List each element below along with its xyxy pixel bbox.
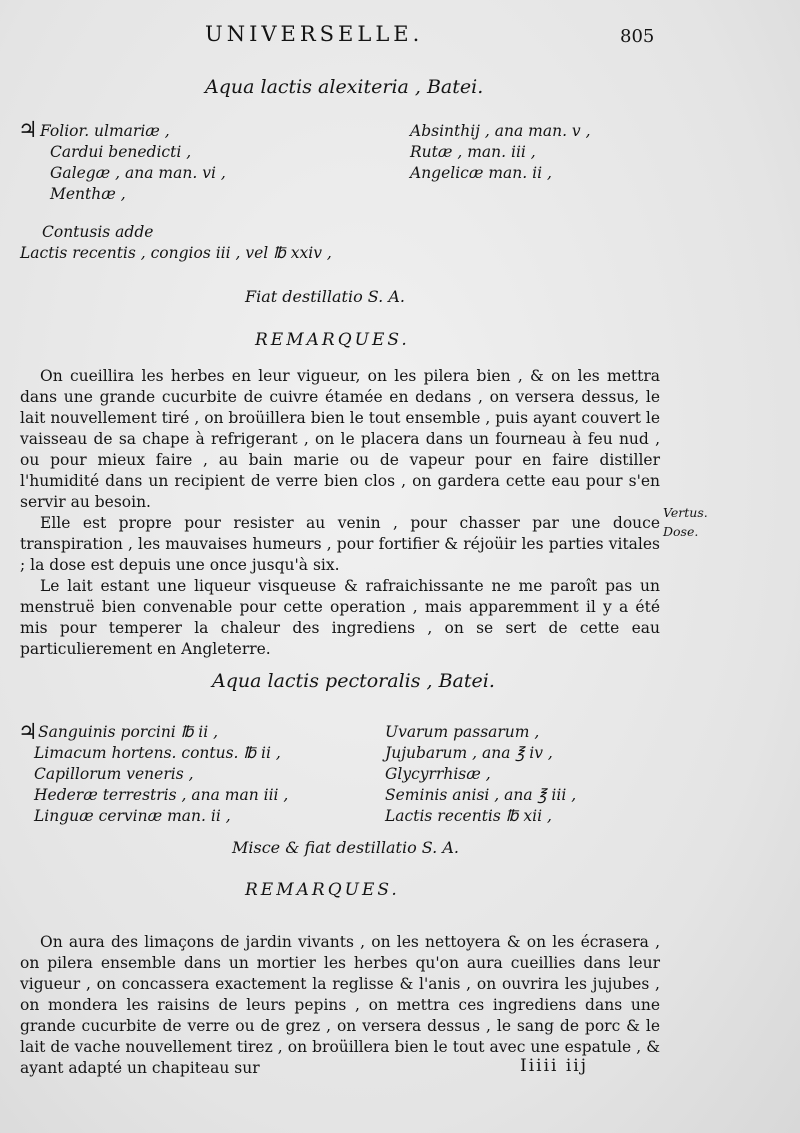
ingredient-line: Galegæ , ana man. vi , (50, 164, 226, 182)
remark-paragraph: Le lait estant une liqueur visqueuse & rafraichissante ne me paroît pas un menstruë bien convenable pour cette operation , mais apparemment il y a été mis pour temperer la chaleur des ingrediens , on se sert de cette eau particulierement en Angleterre. (20, 577, 660, 658)
ingredient-line: Seminis anisi , ana ℥ iii , (385, 786, 577, 804)
remarks-heading-2: REMARQUES. (245, 880, 400, 900)
remarks-heading-1: REMARQUES. (255, 330, 410, 350)
recipe-closing-2: Misce & fiat destillatio S. A. (232, 838, 459, 857)
ingredient-line: Sanguinis porcini ℔ ii , (38, 723, 219, 741)
ingredient-line: Hederæ terrestris , ana man iii , (34, 786, 289, 804)
recipe-symbol-icon: ♃ (18, 720, 38, 745)
ingredients-left-1 (40, 121, 226, 205)
ingredient-line: Cardui benedicti , (50, 143, 192, 161)
margin-note-vertus: Vertus. (663, 505, 708, 520)
ingredient-line: Absinthij , ana man. v , (410, 122, 591, 140)
running-head: UNIVERSELLE. (205, 22, 424, 46)
remark-paragraph: Elle est propre pour resister au venin , pour chasser par une douce transpiration , les mauvaises humeurs , pour fortifier & réjoüir les parties vitales ; la dose est depuis une once jusqu'à six. (20, 514, 660, 574)
recipe-addendum-1 (20, 222, 332, 264)
ingredient-line: Lactis recentis ℔ xii , (385, 807, 552, 825)
remarks-body-1 (20, 366, 660, 660)
ingredients-left-2 (34, 722, 289, 827)
margin-note-dose: Dose. (663, 524, 699, 539)
ingredients-right-2 (385, 722, 576, 827)
recipe-symbol-icon: ♃ (18, 118, 38, 143)
remark-paragraph: On aura des limaçons de jardin vivants , on les nettoyera & on les écrasera , on pilera ensemble dans un mortier les herbes qu'on aura cueillies dans leur vigueur , on concassera exactement la reglisse & l'anis , on ouvrira les jujubes , on mondera les raisins de leurs pepins , on mettra ces ingrediens dans une grande cucurbite de verre ou de grez , on versera dessus , le sang de porc & le lait de vache nouvellement tirez , on broüillera bien le tout avec une espatule , & ayant adapté un chapiteau sur (20, 933, 660, 1077)
remark-paragraph: On cueillira les herbes en leur vigueur, on les pilera bien , & on les mettra dans une grande cucurbite de cuivre étamée en dedans , on versera dessus, le lait nouvellement tiré , on broüillera bien le tout ensemble , puis ayant couvert le vaisseau de sa chape à refrigerant , on le placera dans un fourneau à feu nud , ou pour mieux faire , au bain marie ou de vapeur pour en faire distiller l'humidité dans un recipient de verre bien clos , on gardera cette eau pour s'en servir au besoin. (20, 367, 660, 511)
ingredient-line: Glycyrrhisæ , (385, 765, 491, 783)
ingredient-line: Angelicæ man. ii , (410, 164, 552, 182)
ingredient-line: Linguæ cervinæ man. ii , (34, 807, 231, 825)
ingredient-line: Folior. ulmariæ , (40, 122, 170, 140)
ingredients-right-1 (410, 121, 591, 184)
catchword: Iiiii iij (520, 1056, 589, 1076)
addendum-line: Contusis adde (42, 223, 154, 241)
ingredient-line: Jujubarum , ana ℥ iv , (385, 744, 553, 762)
ingredient-line: Capillorum veneris , (34, 765, 194, 783)
ingredient-line: Limacum hortens. contus. ℔ ii , (34, 744, 281, 762)
recipe-title-2: Aqua lactis pectoralis , Batei. (212, 670, 495, 692)
ingredient-line: Menthæ , (50, 185, 126, 203)
addendum-line: Lactis recentis , congios iii , vel ℔ xxiv , (20, 244, 332, 262)
page-number: 805 (620, 26, 655, 47)
recipe-closing-1: Fiat destillatio S. A. (245, 287, 405, 306)
recipe-title-1: Aqua lactis alexiteria , Batei. (205, 76, 484, 98)
ingredient-line: Uvarum passarum , (385, 723, 540, 741)
ingredient-line: Rutæ , man. iii , (410, 143, 536, 161)
